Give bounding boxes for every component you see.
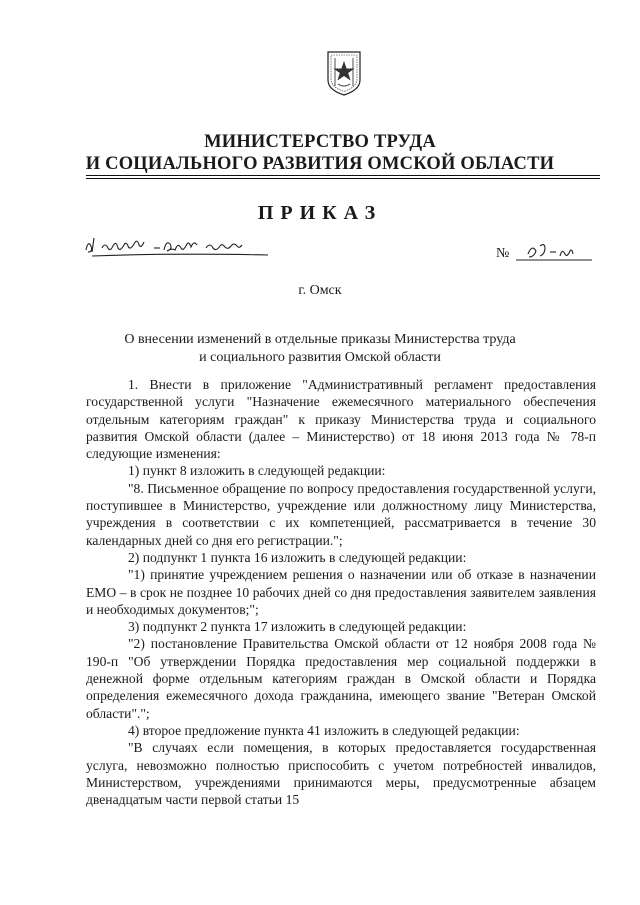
subject-line1: О внесении изменений в отдельные приказы Министерства труда	[124, 332, 516, 347]
header-divider-second	[86, 178, 600, 179]
body-paragraph: 4) второе предложение пункта 41 изложить в следующей редакции:	[128, 722, 520, 738]
handwritten-date	[82, 232, 272, 260]
body-paragraph: "1) принятие учреждением решения о назначении или об отказе в назначении ЕМО – в срок не позднее 10 рабочих дней со дня предоставления заявителем заявления и необходимых документов;";	[86, 567, 596, 617]
document-type-title: ПРИКАЗ	[257, 202, 383, 224]
body-paragraph: 2) подпункт 1 пункта 16 изложить в следующей редакции:	[128, 549, 467, 565]
subject-line2: и социального развития Омской области	[199, 350, 441, 365]
body-paragraph: 1) пункт 8 изложить в следующей редакции:	[128, 463, 386, 479]
ministry-title-line2: И СОЦИАЛЬНОГО РАЗВИТИЯ ОМСКОЙ ОБЛАСТИ	[85, 154, 555, 174]
city-line: г. Омск	[298, 283, 342, 298]
omsk-coat-of-arms-icon	[326, 50, 362, 96]
body-paragraph: "В случаях если помещения, в которых предоставляется государственная услуга, невозможно полностью приспособить с учетом потребностей инвалидов, Министерством, учреждениями принимаются меры, предусмотренные абзацем двенадцатым части первой статьи 15	[86, 740, 596, 808]
body-paragraph: 1. Внести в приложение "Административный регламент предоставления государственной услуги "Назначение ежемесячного материального обеспечения отдельным категориям граждан" к приказу Министерства труда и социального развития Омской области (далее – Министерство) от 18 июня 2013 года № 78-п следующие изменения:	[86, 377, 596, 462]
body-paragraph: "8. Письменное обращение по вопросу предоставления государственной услуги, поступившее в Министерство, учреждение или должностному лицу Министерства, учреждения в соответствии с их компетенцией, рассматривается в течение 30 календарных дней со дня его регистрации.";	[86, 480, 596, 548]
order-number-label: №	[496, 246, 510, 261]
body-paragraph: "2) постановление Правительства Омской области от 12 ноября 2008 года № 190-п "Об утверждении Порядка предоставления мер социальной поддержки в денежной форме отдельным категориям граждан в Омской области и Порядка определения ежемесячного дохода гражданина, имеющего звание "Ветеран Омской области".";	[86, 636, 596, 721]
body-paragraph: 3) подпункт 2 пункта 17 изложить в следующей редакции:	[128, 619, 467, 635]
header-divider	[86, 175, 600, 176]
handwritten-order-number	[514, 238, 594, 264]
order-subject	[100, 331, 540, 367]
order-body	[86, 376, 596, 808]
ministry-title-line1: МИНИСТЕРСТВО ТРУДА	[204, 132, 436, 152]
